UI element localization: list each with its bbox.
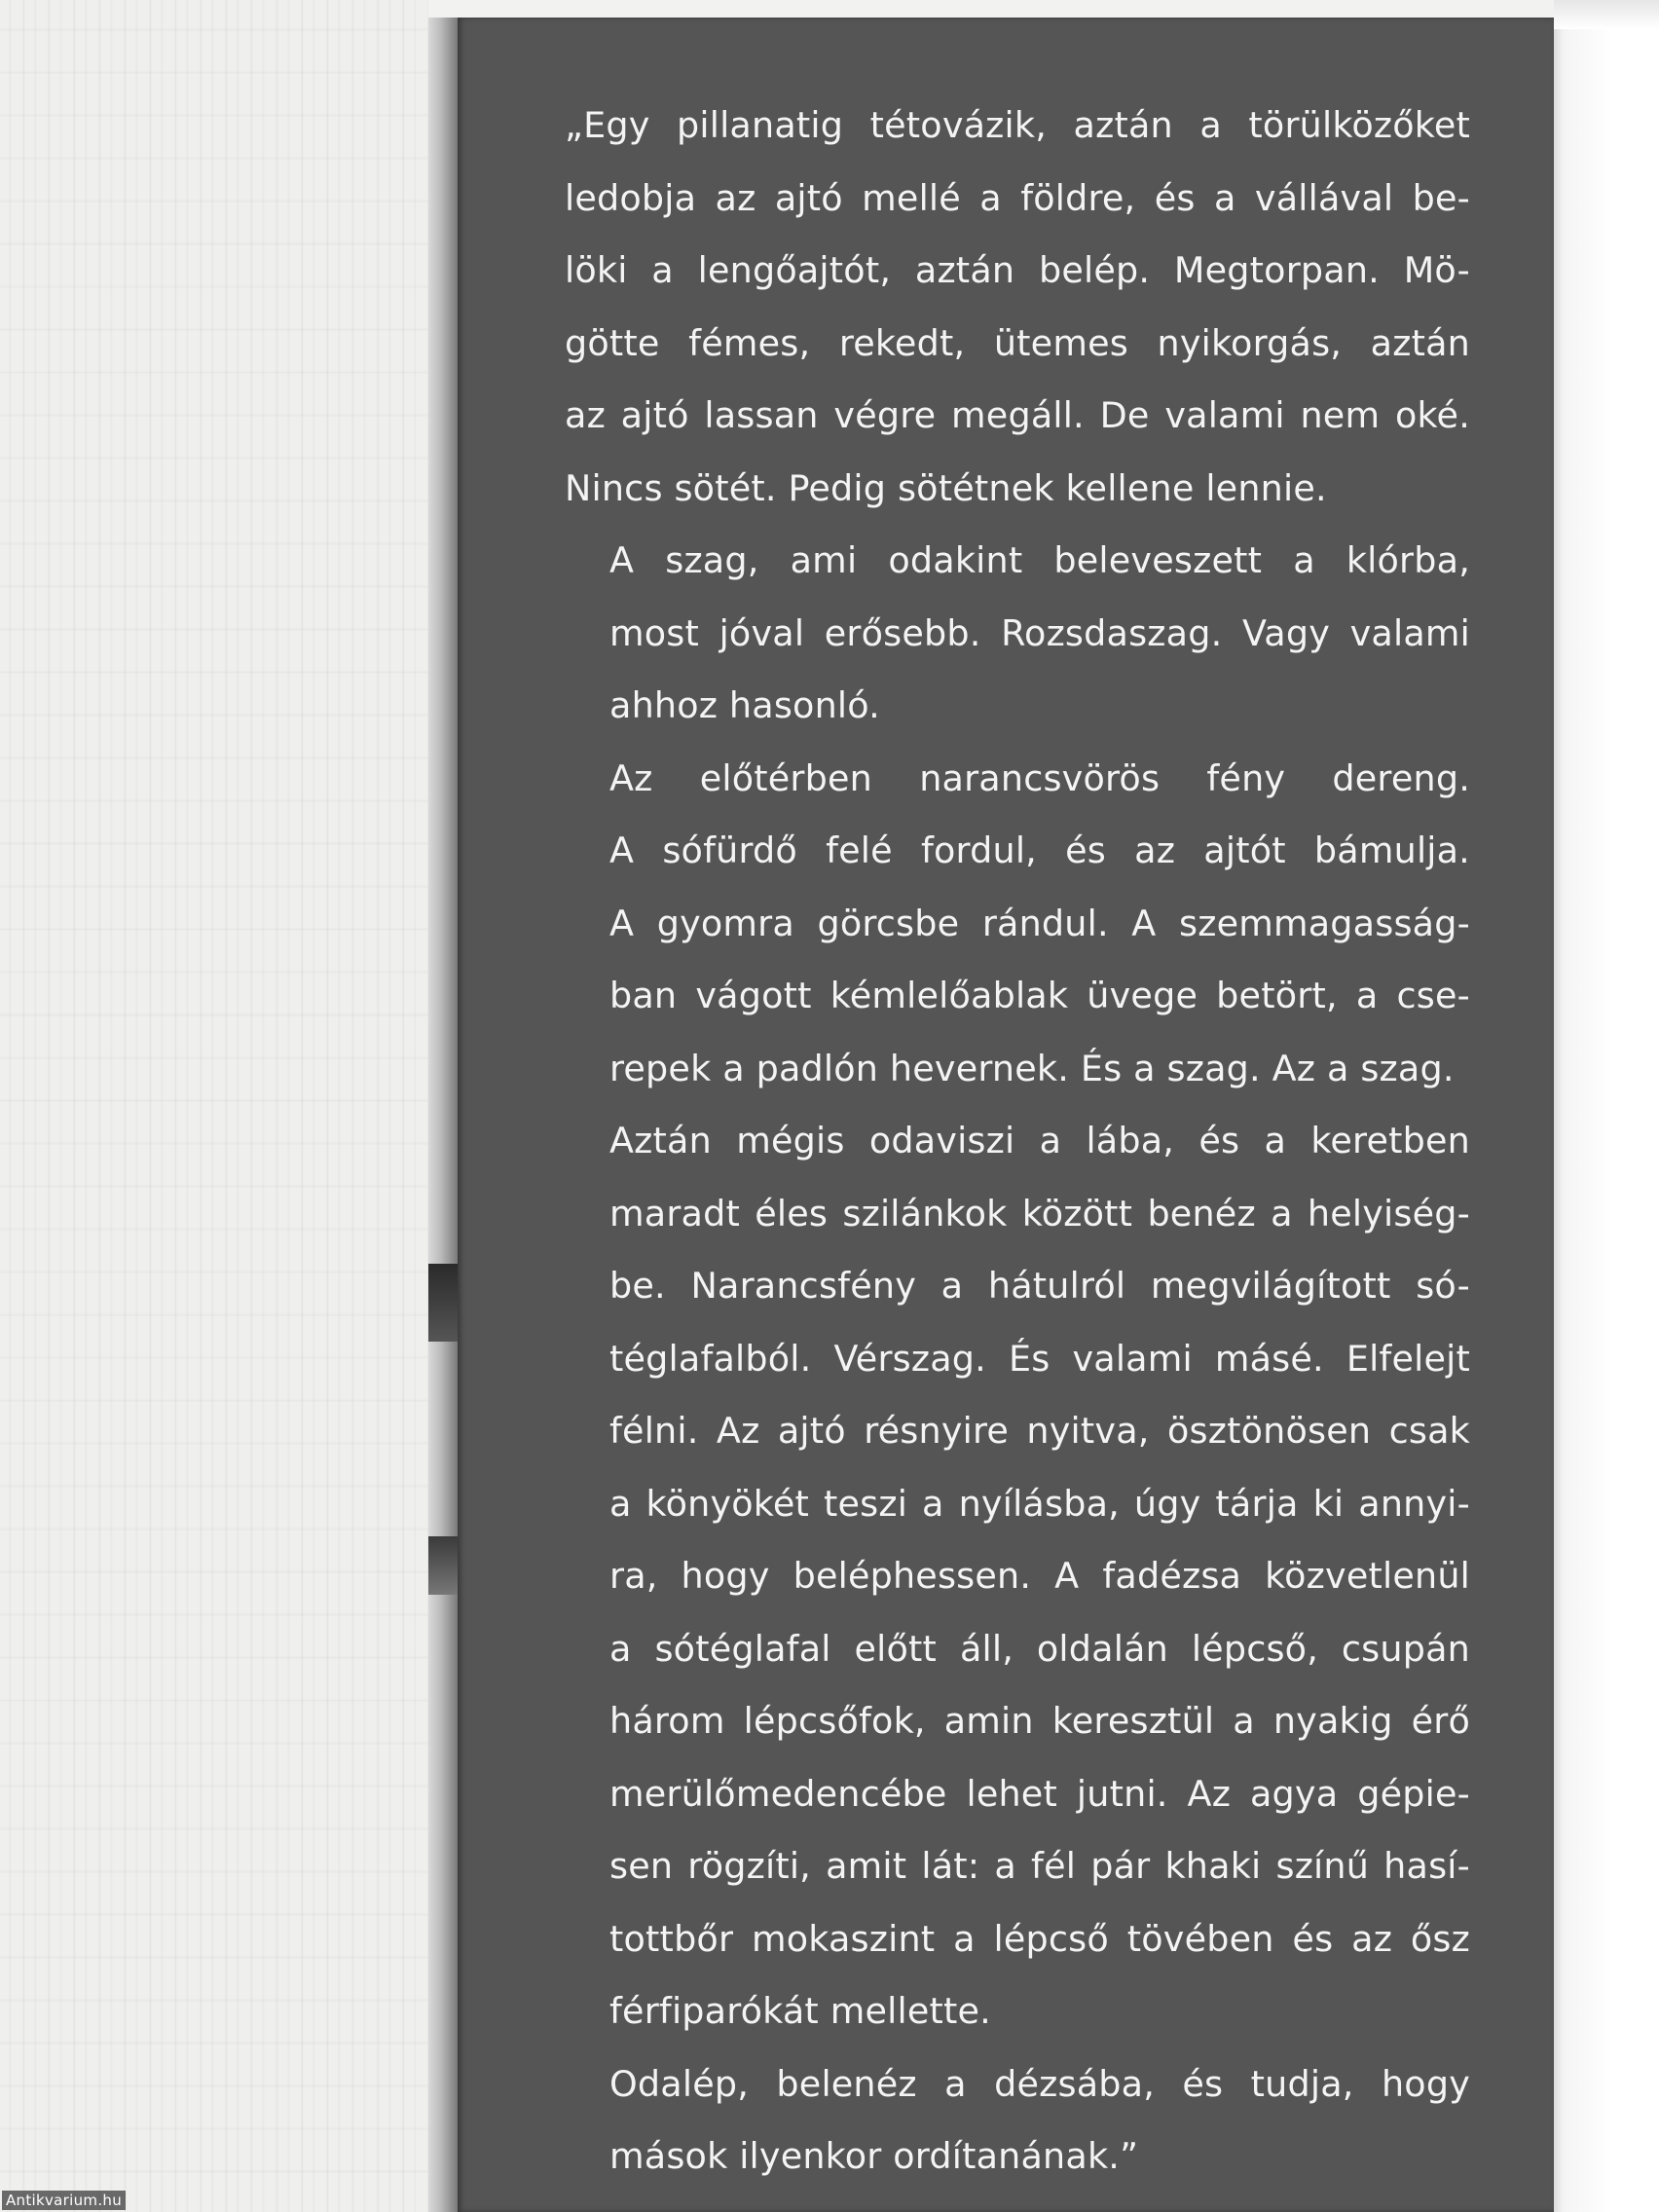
- text-line: Nincs sötét. Pedig sötétnek kellene lennie.: [565, 466, 1327, 509]
- text-line: be. Narancsfény a hátulról megvilágított só-: [609, 1265, 1470, 1307]
- text-line: a könyökét teszi a nyílásba, úgy tárja ki annyi-: [609, 1482, 1470, 1525]
- text-line: férfiparókát mellette.: [609, 1990, 991, 2032]
- text-line: az ajtó lassan végre megáll. De valami nem oké.: [565, 394, 1470, 436]
- cover-photo-strip: [428, 1264, 458, 1342]
- text-line: A szag, ami odakint beleveszett a klórba,: [609, 539, 1470, 581]
- text-line: ban vágott kémlelőablak üvege betört, a cse-: [609, 975, 1470, 1016]
- text-line: három lépcsőfok, amin keresztül a nyakig érő: [609, 1700, 1470, 1742]
- text-line: ledobja az ajtó mellé a földre, és a vállával be-: [565, 176, 1470, 219]
- text-line: löki a lengőajtót, aztán belép. Megtorpan. Mö-: [565, 249, 1470, 291]
- paragraph: [565, 90, 1470, 525]
- text-line: Aztán mégis odaviszi a lába, és a keretben: [609, 1120, 1470, 1161]
- text-line: ra, hogy beléphessen. A fadézsa közvetlenül: [609, 1555, 1470, 1597]
- watermark-label: Antikvarium.hu: [2, 2191, 126, 2210]
- excerpt-text: [565, 90, 1470, 2194]
- text-line: most jóval erősebb. Rozsdaszag. Vagy valami: [609, 611, 1470, 654]
- text-line: götte fémes, rekedt, ütemes nyikorgás, aztán: [565, 321, 1470, 364]
- cover-photo-strip-lower: [428, 1536, 458, 1595]
- paragraph: [565, 743, 1470, 1106]
- text-line: ahhoz hasonló.: [609, 684, 880, 726]
- paragraph: [565, 1105, 1470, 2048]
- text-line: repek a padlón hevernek. És a szag. Az a szag.: [609, 1047, 1455, 1089]
- text-line: téglafalból. Vérszag. És valami másé. Elfelejt: [609, 1337, 1470, 1380]
- text-line: merülőmedencébe lehet jutni. Az agya gépie-: [609, 1772, 1470, 1815]
- flap-shadow: [1554, 0, 1659, 29]
- text-line: Az előtérben narancsvörös fény dereng.: [609, 756, 1470, 799]
- text-line: A gyomra görcsbe rándul. A szemmagasság-: [609, 902, 1470, 944]
- back-cover-text-panel: [458, 18, 1554, 2212]
- paragraph: [565, 2048, 1470, 2194]
- text-line: „Egy pillanatig tétovázik, aztán a törülközőket: [565, 104, 1470, 146]
- text-line: tottbőr mokaszint a lépcső tövében és az ősz: [609, 1917, 1470, 1960]
- book-spine-edge: [428, 18, 458, 2212]
- text-line: Odalép, belenéz a dézsába, és tudja, hogy: [609, 2062, 1470, 2105]
- text-line: sen rögzíti, amit lát: a fél pár khaki színű hasí-: [609, 1845, 1470, 1887]
- table-surface: [0, 0, 428, 2212]
- text-line: A sófürdő felé fordul, és az ajtót bámulja.: [609, 830, 1470, 871]
- book-flap-edge: [1554, 0, 1659, 2212]
- paragraph: [565, 525, 1470, 743]
- text-line: félni. Az ajtó résnyire nyitva, ösztönösen csak: [609, 1410, 1470, 1452]
- text-line: maradt éles szilánkok között benéz a helyiség-: [609, 1192, 1470, 1235]
- text-line: a sótéglafal előtt áll, oldalán lépcső, csupán: [609, 1627, 1470, 1670]
- text-line: mások ilyenkor ordítanának.”: [609, 2135, 1139, 2177]
